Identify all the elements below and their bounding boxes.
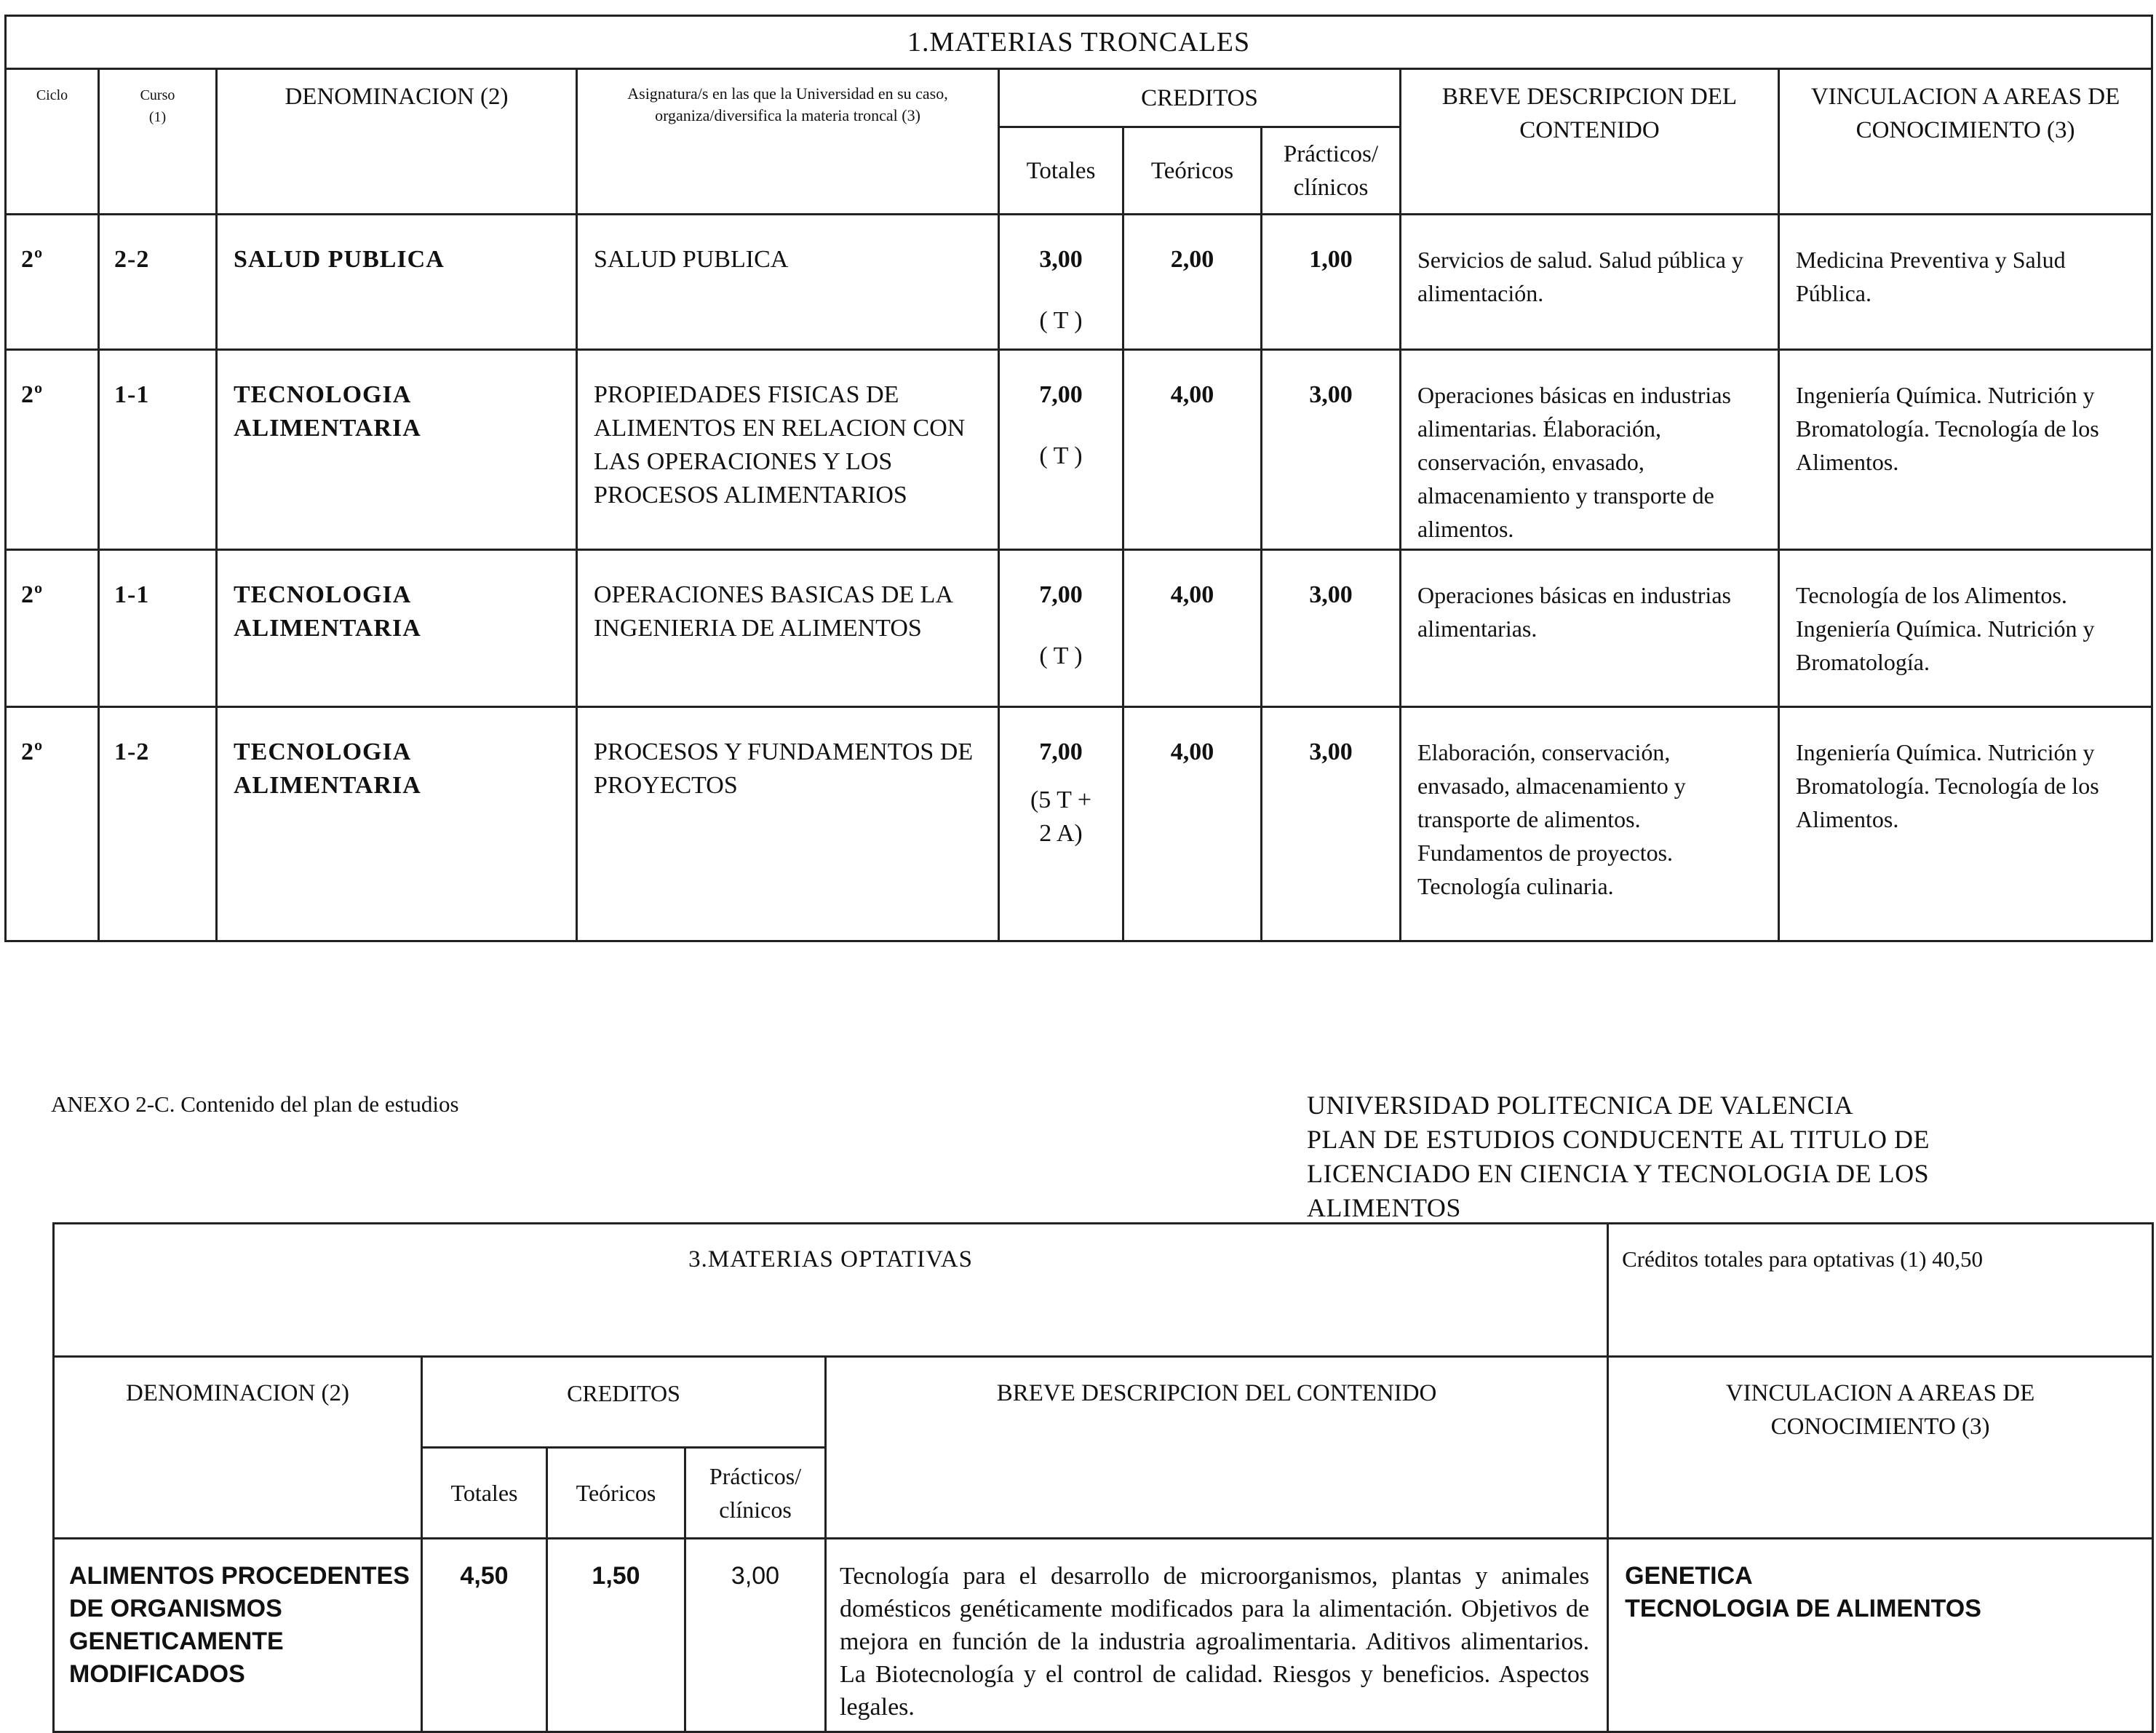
totales-value: 7,00 (1039, 738, 1083, 765)
totales-value: 7,00 (1039, 581, 1083, 608)
asignatura-cell: OPERACIONES BASICAS DE LA INGENIERIA DE ALIMENTOS (577, 550, 999, 707)
header-totales: Totales (999, 127, 1123, 215)
plan-line: PLAN DE ESTUDIOS CONDUCENTE AL TITULO DE (1307, 1125, 1930, 1154)
header-curso-note: (1) (148, 109, 167, 125)
university-header (1307, 1088, 1930, 1225)
teoricos-cell: 4,00 (1123, 350, 1262, 550)
curso-cell: 2-2 (99, 215, 217, 350)
totales-value: 3,00 (1039, 246, 1083, 273)
table-row (6, 215, 2152, 350)
optativas-table (52, 1222, 2154, 1733)
practicos-cell: 3,00 (1262, 550, 1401, 707)
header-creditos: CREDITOS (999, 69, 1401, 127)
totales-note: ( T ) (1039, 642, 1083, 669)
header-descripcion: BREVE DESCRIPCION DEL CONTENIDO (1401, 69, 1779, 215)
ciclo-cell: 2º (6, 350, 99, 550)
asignatura-cell: PROPIEDADES FISICAS DE ALIMENTOS EN RELACION CON LAS OPERACIONES Y LOS PROCESOS ALIMENTARIOS (577, 350, 999, 550)
vinculacion-cell (1608, 1539, 2153, 1732)
header-creditos: CREDITOS (422, 1357, 826, 1448)
ciclo-cell: 2º (6, 215, 99, 350)
header-curso-label: Curso (140, 87, 175, 103)
teoricos-cell: 4,00 (1123, 550, 1262, 707)
totales-note: ( T ) (1039, 307, 1083, 334)
denominacion-cell: TECNOLOGIA ALIMENTARIA (217, 350, 577, 550)
table-row (54, 1539, 2153, 1732)
denominacion-cell: ALIMENTOS PROCEDENTES DE ORGANISMOS GENETICAMENTE MODIFICADOS (54, 1539, 422, 1732)
creditos-totales: Créditos totales para optativas (1) 40,50 (1608, 1224, 2153, 1357)
troncales-title: 1.MATERIAS TRONCALES (6, 16, 2152, 69)
denominacion-cell: TECNOLOGIA ALIMENTARIA (217, 707, 577, 941)
header-asignatura: Asignatura/s en las que la Universidad en su caso, organiza/diversifica la materia troncal (3) (577, 69, 999, 215)
teoricos-cell: 2,00 (1123, 215, 1262, 350)
university-line: UNIVERSIDAD POLITECNICA DE VALENCIA (1307, 1091, 1854, 1120)
header-practicos: Prácticos/ clínicos (685, 1448, 826, 1539)
vinculacion-cell: Ingeniería Química. Nutrición y Bromatología. Tecnología de los Alimentos. (1779, 707, 2152, 941)
curso-cell: 1-1 (99, 350, 217, 550)
header-teoricos: Teóricos (547, 1448, 685, 1539)
asignatura-cell: PROCESOS Y FUNDAMENTOS DE PROYECTOS (577, 707, 999, 941)
curso-cell: 1-2 (99, 707, 217, 941)
vinculacion-cell: Tecnología de los Alimentos. Ingeniería Química. Nutrición y Bromatología. (1779, 550, 2152, 707)
anexo-label: ANEXO 2-C. Contenido del plan de estudios (51, 1091, 459, 1117)
practicos-cell: 3,00 (685, 1539, 826, 1732)
table-row (6, 707, 2152, 941)
area-genetica: GENETICA (1625, 1562, 1753, 1590)
totales-cell (999, 707, 1123, 941)
header-ciclo: Ciclo (6, 69, 99, 215)
descripcion-cell: Servicios de salud. Salud pública y alimentación. (1401, 215, 1779, 350)
vinculacion-cell: Ingeniería Química. Nutrición y Bromatología. Tecnología de los Alimentos. (1779, 350, 2152, 550)
header-practicos: Prácticos/ clínicos (1262, 127, 1401, 215)
troncales-table (4, 15, 2153, 942)
header-vinculacion: VINCULACION A AREAS DE CONOCIMIENTO (3) (1779, 69, 2152, 215)
teoricos-cell: 1,50 (547, 1539, 685, 1732)
totales-value: 7,00 (1039, 381, 1083, 408)
table-row (6, 550, 2152, 707)
vinculacion-cell: Medicina Preventiva y Salud Pública. (1779, 215, 2152, 350)
descripcion-cell: Operaciones básicas en industrias alimentarias. (1401, 550, 1779, 707)
header-curso (99, 69, 217, 215)
descripcion-cell: Elaboración, conservación, envasado, almacenamiento y transporte de alimentos. Fundamentos de proyectos. Tecnología culinaria. (1401, 707, 1779, 941)
totales-cell (999, 550, 1123, 707)
totales-note: (5 T + 2 A) (1030, 786, 1092, 847)
practicos-cell: 1,00 (1262, 215, 1401, 350)
totales-cell: 4,50 (422, 1539, 547, 1732)
header-vinculacion: VINCULACION A AREAS DE CONOCIMIENTO (3) (1608, 1357, 2153, 1539)
header-teoricos: Teóricos (1123, 127, 1262, 215)
header-totales: Totales (422, 1448, 547, 1539)
totales-cell (999, 350, 1123, 550)
ciclo-cell: 2º (6, 550, 99, 707)
header-denominacion: DENOMINACION (2) (54, 1357, 422, 1539)
degree-line-end: ALIMENTOS (1307, 1193, 1461, 1222)
area-tecnologia: TECNOLOGIA DE ALIMENTOS (1625, 1595, 1981, 1622)
totales-cell (999, 215, 1123, 350)
descripcion-cell: Operaciones básicas en industrias alimentarias. Élaboración, conservación, envasado, almacenamiento y transporte de alimentos. (1401, 350, 1779, 550)
ciclo-cell: 2º (6, 707, 99, 941)
header-descripcion: BREVE DESCRIPCION DEL CONTENIDO (826, 1357, 1608, 1539)
curso-cell: 1-1 (99, 550, 217, 707)
descripcion-cell: Tecnología para el desarrollo de microorganismos, plantas y animales domésticos genéticamente modificados para la alimentación. Objetivos de mejora en función de la industria agroalimentaria. Aditivos alimentarios. La Biotecnología y el control de calidad. Riesgos y beneficios. Aspectos legales. (826, 1539, 1608, 1732)
teoricos-cell: 4,00 (1123, 707, 1262, 941)
practicos-cell: 3,00 (1262, 707, 1401, 941)
asignatura-cell: SALUD PUBLICA (577, 215, 999, 350)
denominacion-cell: SALUD PUBLICA (217, 215, 577, 350)
header-denominacion: DENOMINACION (2) (217, 69, 577, 215)
practicos-cell: 3,00 (1262, 350, 1401, 550)
degree-line: LICENCIADO EN CIENCIA Y TECNOLOGIA DE LOS (1307, 1159, 1930, 1188)
totales-note: ( T ) (1039, 442, 1083, 469)
table-row (6, 350, 2152, 550)
optativas-title: 3.MATERIAS OPTATIVAS (54, 1224, 1608, 1357)
denominacion-cell: TECNOLOGIA ALIMENTARIA (217, 550, 577, 707)
